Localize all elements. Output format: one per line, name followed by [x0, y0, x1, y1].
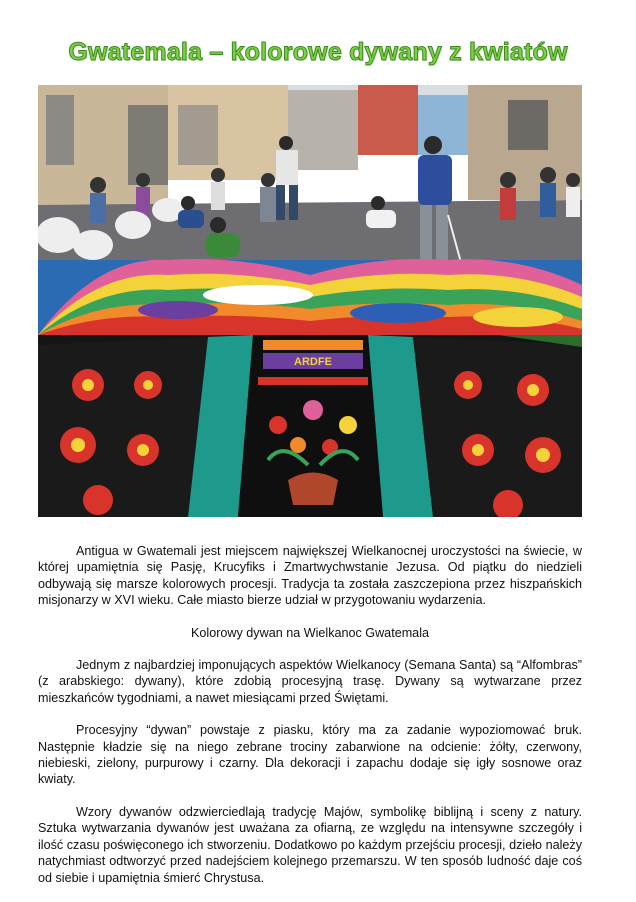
section-heading: Kolorowy dywan na Wielkanoc Gwatemala	[191, 625, 429, 640]
carpet-photo	[38, 85, 582, 517]
paragraph-alfombras: Jednym z najbardziej imponujących aspektów Wielkanocy (Semana Santa) są “Alfombras” (z arabskiego: dywany), które zdobią procesyjną trasę. Dywany są wytwarzane przez mieszkańców tygodniami, a nawet miesiącami przed Świętami.	[38, 658, 582, 705]
page-title: Gwatemala – kolorowe dywany z kwiatów	[68, 38, 568, 66]
article-body	[38, 543, 582, 902]
paragraph-intro: Antigua w Gwatemali jest miejscem największej Wielkanocnej uroczystości na świecie, w której upamiętnia się Pasję, Krucyfiks i Zmartwychwstanie Jezusa. Od piątku do niedzieli odbywają się marsze kolorowych procesji. Tradycja ta została zaszczepiona przez hiszpańskich misjonarzy w XVI wieku. Całe miasto bierze udział w przygotowaniu wydarzenia.	[38, 544, 582, 608]
paragraph-materials: Procesyjny “dywan” powstaje z piasku, który ma za zadanie wypoziomować bruk. Następnie kładzie się na niego zebrane trociny zabarwione na odcienie: żółty, czerwony, niebieski, zielony, purpurowy i czarny. Dla dekoracji i zapachu dodaje się igły sosnowe oraz kwiaty.	[38, 723, 582, 787]
carpet-photo-illustration	[38, 85, 582, 517]
paragraph-patterns: Wzory dywanów odzwierciedlają tradycję Majów, symbolikę biblijną i sceny z natury. Sztuka wytwarzania dywanów jest uważana za ofiarną, ze względu na intensywne szczegóły i ilość czasu poświęconego ich stworzeniu. Dodatkowo po każdym przejściu procesji, dzieło należy natychmiast odtworzyć przed nadejściem kolejnego przemarszu. W ten sposób ludność daje coś od siebie i upamiętnia śmierć Chrystusa.	[38, 804, 582, 885]
carpet-lettering: ARDFE	[294, 356, 332, 368]
